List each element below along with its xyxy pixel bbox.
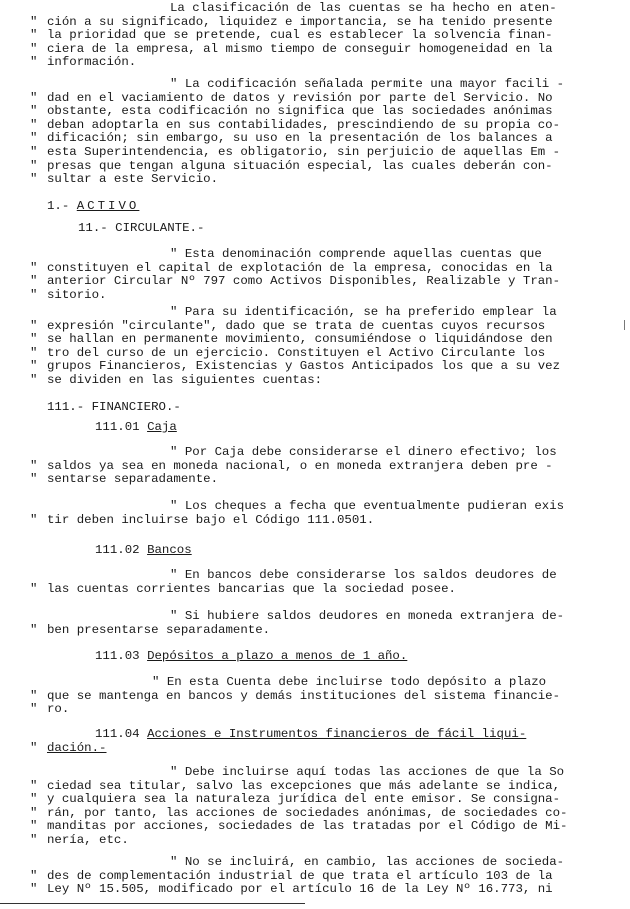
heading-acciones: 111.04 Acciones e Instrumentos financieros de fácil liqui- " dación.- [30, 727, 527, 755]
text-line: " dad en el vaciamiento de datos y revisión por parte del Servicio. No [30, 90, 553, 105]
text-line: " saldos ya sea en moneda nacional, o en moneda extranjera deben pre - [30, 458, 553, 473]
depositos-code: 111.03 [95, 649, 148, 663]
text-line: " constituyen el capital de explotación de la empresa, conocidas en la [30, 260, 553, 275]
acciones-title-continued: dación.- [47, 740, 107, 755]
text-line: " manditas por acciones, sociedades de las tratadas por el Código de Mi- [30, 819, 568, 834]
caja-code: 111.01 [95, 420, 148, 434]
footer-divider [0, 903, 305, 904]
acciones-title: Acciones e Instrumentos financieros de fácil liqui- [147, 727, 527, 741]
text-line: " ciera de la empresa, al mismo tiempo de conseguir homogeneidad en la [30, 41, 553, 56]
text-line: " rán, por tanto, las acciones de sociedades anónimas, de sociedades co- [30, 805, 568, 820]
heading-activo [0, 200, 630, 214]
paragraph-bancos [0, 569, 630, 596]
text-line: " se dividen en las siguientes cuentas: [30, 372, 323, 387]
text-line: " des de complementación industrial de que trata el artículo 103 de la [30, 868, 553, 883]
text-line: " ben presentarse separadamente. [30, 622, 271, 637]
text-line: " información. [30, 55, 137, 70]
heading-caja [0, 421, 630, 435]
text-line: " tir deben incluirse bajo el Código 111.0501. [30, 512, 375, 527]
text-line: " Debe incluirse aquí todas las acciones de que la So [170, 765, 565, 779]
text-line: " La codificación señalada permite una mayor facili - [170, 77, 565, 91]
text-line: " ción a su significado, liquidez e importancia, se ha tenido presente [30, 14, 553, 29]
heading-financiero-text: 111.- FINANCIERO.- [47, 400, 181, 414]
heading-depositos [0, 650, 630, 664]
text-line: " ciedad sea titular, salvo las excepciones que más adelante se indica, [30, 778, 561, 793]
text-line: " En bancos debe considerarse los saldos deudores de [170, 568, 557, 582]
text-line: " sultar a este Servicio. [30, 172, 219, 187]
text-line: " sentarse separadamente. [30, 472, 219, 487]
text-line: " anterior Circular Nº 797 como Activos Disponibles, Realizable y Tran- [30, 274, 561, 289]
paragraph-no-incluira [0, 856, 630, 897]
text-line: " ro. [30, 702, 70, 717]
paragraph-codificacion [0, 78, 630, 187]
text-line: " Para su identificación, se ha preferido emplear la [170, 305, 557, 319]
paragraph-acciones [0, 766, 630, 848]
text-line: " deban adoptarla en sus contabilidades, prescindiendo de su propia co- [30, 117, 561, 132]
paragraph-caja [0, 446, 630, 487]
text-line: " Por Caja debe considerarse el dinero efectivo; los [170, 445, 557, 459]
text-line: " grupos Financieros, Existencias y Gastos Anticipados los que a su vez [30, 359, 561, 374]
text-line: " presas que tengan alguna situación especial, las cuales deberán con- [30, 158, 553, 173]
paragraph-clasificacion [0, 2, 630, 70]
margin-mark [624, 320, 625, 330]
text-line: " dificación; sin embargo, su uso en la presentación de los balances a [30, 131, 553, 146]
text-line: " sitorio. [30, 287, 107, 302]
text-line: " la prioridad que se pretende, cual es establecer la solvencia finan- [30, 28, 553, 43]
text-line: " las cuentas corrientes bancarias que la sociedad posee. [30, 581, 456, 596]
text-line: " tro del curso de un ejercicio. Constituyen el Activo Circulante los [30, 345, 546, 360]
text-line: " Los cheques a fecha que eventualmente pudieran exis [170, 499, 565, 513]
bancos-title: Bancos [147, 543, 192, 557]
acciones-code: 111.04 [95, 727, 148, 741]
text-line: " obstante, esta codificación no significa que las sociedades anónimas [30, 104, 553, 119]
text-line: " esta Superintendencia, es obligatorio, sin perjuicio de aquellas Em - [30, 144, 561, 159]
paragraph-depositos [0, 676, 630, 717]
text-line: " Ley Nº 15.505, modificado por el artículo 16 de la Ley Nº 16.773, ni [30, 882, 553, 897]
text-line: " expresión "circulante", dado que se trata de cuentas cuyos recursos [30, 318, 546, 333]
paragraph-cheques [0, 500, 630, 527]
heading-circulante [0, 222, 630, 236]
text-line: " Si hubiere saldos deudores en moneda extranjera de- [170, 609, 565, 623]
paragraph-identificacion [0, 306, 630, 388]
caja-title: Caja [147, 420, 177, 434]
heading-activo-title: ACTIVO [76, 199, 140, 213]
text-line: La clasificación de las cuentas se ha hecho en aten- [170, 1, 557, 15]
text-line: " nería, etc. [30, 832, 129, 847]
heading-circulante-text: 11.- CIRCULANTE.- [78, 221, 205, 235]
heading-activo-number: 1.- [47, 199, 77, 213]
text-line: " Esta denominación comprende aquellas cuentas que [170, 247, 542, 261]
paragraph-denominacion [0, 248, 630, 302]
text-line: " y cualquiera sea la naturaleza jurídica del ente emisor. Se consigna- [30, 792, 561, 807]
heading-bancos [0, 544, 630, 558]
heading-financiero [0, 401, 630, 415]
paragraph-saldos [0, 610, 630, 637]
text-line: " se hallan en permanente movimiento, consumiéndose o liquidándose den [30, 332, 553, 347]
text-line: " que se mantenga en bancos y demás instituciones del sistema financie- [30, 688, 561, 703]
text-line: " No se incluirá, en cambio, las acciones de socieda- [170, 855, 565, 869]
text-line: " En esta Cuenta debe incluirse todo depósito a plazo [152, 675, 547, 689]
bancos-code: 111.02 [95, 543, 148, 557]
depositos-title: Depósitos a plazo a menos de 1 año. [147, 649, 408, 663]
